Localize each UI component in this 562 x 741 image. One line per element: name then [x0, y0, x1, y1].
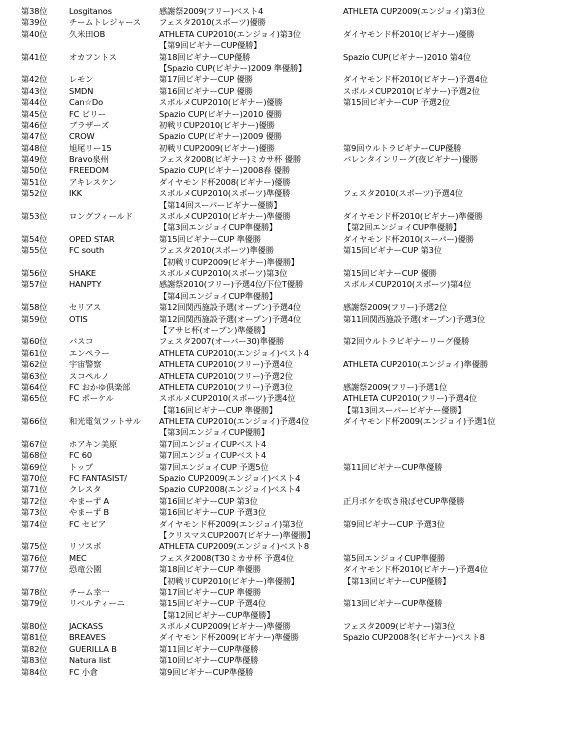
rank-label: 第50位	[21, 165, 48, 176]
ranking-row	[0, 268, 562, 279]
result-primary: Spazio CUP2009(エンジョイ)ベスト4	[159, 473, 301, 484]
result-primary: 第7回エンジョイCUPベスト4	[159, 438, 267, 449]
result-secondary: ダイヤモンド杯2010(ビギナー)準優勝	[343, 211, 483, 222]
result-primary: スボルメCUP2009(ビギナー)準優勝	[159, 621, 291, 632]
rank-label: 第67位	[21, 438, 48, 449]
result-secondary: ATHLETA CUP2010(エンジョイ)準優勝	[343, 359, 488, 370]
result-primary: フェスタ2007(オーバー30)準優勝	[159, 336, 284, 347]
result-primary: 第12回関西施設予選(オープン)予選4位	[159, 302, 302, 313]
ranking-row	[0, 165, 562, 176]
team-name: BREAVES	[69, 632, 106, 643]
rank-label: 第66位	[21, 416, 48, 427]
result-primary: 初戦リCUP2010(ビギナー)優勝	[159, 119, 275, 130]
ranking-row	[0, 507, 562, 518]
ranking-row	[0, 541, 562, 552]
team-name: OPED STAR	[69, 233, 115, 244]
result-primary: ダイヤモンド杯2009(ビギナー)準優勝	[159, 632, 299, 643]
rank-label: 第55位	[21, 245, 48, 256]
team-name: FC south	[69, 245, 105, 256]
team-name: HANPTY	[69, 279, 102, 290]
result-secondary: 【第13回スーパービギナー優勝】	[343, 404, 466, 415]
rank-label: 第74位	[21, 518, 48, 529]
result-primary: ATHLETA CUP2010(フリー)予選2位	[159, 370, 293, 381]
team-name: レモン	[69, 74, 94, 85]
result-primary: 【第3回エンジョイCUP準優勝】	[159, 222, 278, 233]
result-secondary: 第11回関西施設予選(オープン)予選3位	[343, 313, 486, 324]
ranking-row	[0, 177, 562, 188]
team-name: ホアキン美原	[69, 438, 118, 449]
result-secondary: 感謝祭2009(フリー)予選1位	[343, 381, 448, 392]
rank-label: 第65位	[21, 393, 48, 404]
rank-label: 第61位	[21, 347, 48, 358]
ranking-row	[0, 222, 562, 233]
ranking-row	[0, 74, 562, 85]
ranking-row	[0, 188, 562, 199]
team-name: リベルティーニ	[69, 598, 125, 609]
result-primary: 第9回ビギナーCUP準優勝	[159, 666, 254, 677]
team-name: GUERILLA B	[69, 643, 117, 654]
ranking-row	[0, 348, 562, 359]
rank-label: 第72位	[21, 495, 48, 506]
result-primary: 第10回ビギナーCUP準優勝	[159, 655, 259, 666]
ranking-row	[0, 200, 562, 211]
rank-label: 第38位	[21, 6, 48, 16]
result-secondary: Spazio CUP2008冬(ビギナー)ベスト8	[343, 632, 485, 643]
rank-label: 第75位	[21, 541, 48, 552]
result-primary: ATHLETA CUP2010(エンジョイ)第3位	[159, 28, 301, 39]
team-name: MEC	[69, 552, 87, 563]
result-secondary: ATHLETA CUP2009(エンジョイ)第3位	[343, 6, 485, 16]
rank-label: 第56位	[21, 267, 48, 278]
rank-label: 第40位	[21, 28, 48, 39]
ranking-row	[0, 371, 562, 382]
ranking-row	[0, 336, 562, 347]
ranking-row	[0, 279, 562, 290]
rank-label: 第47位	[21, 131, 48, 142]
result-primary: 第12回関西施設予選(オープン)予選4位	[159, 313, 302, 324]
result-primary: 【第9回ビギナーCUP優勝】	[159, 40, 262, 51]
ranking-row	[0, 416, 562, 427]
result-secondary: 【第13回ビギナーCUP優勝】	[343, 575, 451, 586]
team-name: CROW	[69, 131, 95, 142]
team-name: スコペルノ	[69, 370, 110, 381]
ranking-row	[0, 234, 562, 245]
ranking-row	[0, 131, 562, 142]
result-secondary: 第5回エンジョイCUP準優勝	[343, 552, 445, 563]
result-secondary: 第13回ビギナーCUP準優勝	[343, 598, 443, 609]
result-primary: 【アサヒ杯(オープン)準優勝】	[159, 324, 270, 335]
team-name: 久米田OB	[69, 28, 106, 39]
result-primary: スボルメCUP2010(スポーツ)予選4位	[159, 393, 296, 404]
ranking-row	[0, 405, 562, 416]
ranking-row	[0, 29, 562, 40]
rank-label: 第59位	[21, 313, 48, 324]
result-primary: 感謝祭2009(フリー)ベスト4	[159, 6, 264, 16]
team-name: 和光電気フットサル	[69, 416, 141, 427]
ranking-row	[0, 17, 562, 28]
result-primary: 【クリスマスCUP2007(ビギナー)準優勝】	[159, 529, 315, 540]
rank-label: 第80位	[21, 621, 48, 632]
result-secondary: ダイヤモンド杯2010(ビギナー)予選4位	[343, 564, 488, 575]
ranking-row	[0, 325, 562, 336]
result-primary: ダイヤモンド杯2008(ビギナー)優勝	[159, 176, 291, 187]
team-name: OTIS	[69, 313, 88, 324]
team-name: 宇宙警察	[69, 359, 102, 370]
team-name: ブラザーズ	[69, 119, 110, 130]
result-secondary: フェスタ2010(スポーツ)予選4位	[343, 188, 463, 199]
result-primary: 【Spazio CUP(ビギナー)2009 準優勝】	[159, 62, 307, 73]
result-primary: 感謝祭2010(フリー)予選4位/下位T優勝	[159, 279, 304, 290]
team-name: IKK	[69, 188, 82, 199]
result-secondary: バレンタインリーグ(夜ビギナー)優勝	[343, 154, 478, 165]
team-name: 恐竜公園	[69, 564, 102, 575]
result-primary: 第17回ビギナーCUP 準優勝	[159, 586, 261, 597]
result-secondary: Spazio CUP(ビギナー)2010 第4位	[343, 51, 472, 62]
result-primary: 【初戦リCUP2010(ビギナー)準優勝】	[159, 575, 300, 586]
rank-label: 第42位	[21, 74, 48, 85]
rank-label: 第71位	[21, 484, 48, 495]
ranking-row	[0, 245, 562, 256]
ranking-row	[0, 109, 562, 120]
team-name: Can☆Do	[69, 97, 103, 108]
ranking-row	[0, 530, 562, 541]
result-primary: Spazio CUP(ビギナー)2008春 優勝	[159, 165, 290, 176]
result-secondary: 正月ボケを吹き飛ばせCUP準優勝	[343, 495, 465, 506]
result-primary: 【第3回エンジョイCUP優勝】	[159, 427, 270, 438]
result-secondary: 【第2回エンジョイCUP準優勝】	[343, 222, 462, 233]
result-primary: スボルメCUP2010(スポーツ)準優勝	[159, 188, 291, 199]
rank-label: 第52位	[21, 188, 48, 199]
rank-label: 第60位	[21, 336, 48, 347]
result-primary: 第18回ビギナーCUP 準優勝	[159, 564, 261, 575]
ranking-row	[0, 427, 562, 438]
team-name: オカフントス	[69, 51, 117, 62]
result-secondary: 感謝祭2009(フリー)予選2位	[343, 302, 448, 313]
result-primary: ATHLETA CUP2010(エンジョイ)予選4位	[159, 416, 310, 427]
ranking-row	[0, 86, 562, 97]
rank-label: 第84位	[21, 666, 48, 677]
result-secondary: ダイヤモンド杯2009(エンジョイ)予選1位	[343, 416, 496, 427]
result-secondary: スボルメCUP2010(ビギナー)予選2位	[343, 85, 480, 96]
result-primary: 第17回ビギナーCUP 優勝	[159, 74, 253, 85]
result-secondary: 第15回ビギナーCUP 第3位	[343, 245, 442, 256]
rank-label: 第68位	[21, 450, 48, 461]
result-primary: 第11回ビギナーCUP準優勝	[159, 643, 259, 654]
ranking-row	[0, 632, 562, 643]
rank-label: 第62位	[21, 359, 48, 370]
result-primary: ダイヤモンド杯2009(エンジョイ)第3位	[159, 518, 304, 529]
team-name: チームトレジャース	[69, 17, 142, 28]
result-secondary: 第11回ビギナーCUP準優勝	[343, 461, 443, 472]
team-name: アキレスケン	[69, 176, 117, 187]
team-name: FC おかゆ倶楽部	[69, 381, 131, 392]
result-primary: フェスタ2008(ビギナー)ミカサ杯 優勝	[159, 154, 301, 165]
team-name: FC ビリー	[69, 108, 106, 119]
result-secondary: ダイヤモンド杯2010(ビギナー)予選4位	[343, 74, 488, 85]
rank-label: 第81位	[21, 632, 48, 643]
team-name: Losgitanos	[69, 6, 112, 16]
rank-label: 第63位	[21, 370, 48, 381]
rank-label: 第83位	[21, 655, 48, 666]
rank-label: 第44位	[21, 97, 48, 108]
team-name: Bravo泉州	[69, 154, 109, 165]
rank-label: 第70位	[21, 473, 48, 484]
team-name: FC 60	[69, 450, 92, 461]
ranking-row	[0, 143, 562, 154]
ranking-row	[0, 97, 562, 108]
rank-label: 第39位	[21, 17, 48, 28]
rank-label: 第49位	[21, 154, 48, 165]
result-primary: フェスタ2008(T30ミカサ杯 予選4位	[159, 552, 294, 563]
ranking-row	[0, 257, 562, 268]
result-secondary: フェスタ2009(ビギナー)第3位	[343, 621, 456, 632]
team-name: トップ	[69, 461, 94, 472]
ranking-row	[0, 519, 562, 530]
rank-label: 第79位	[21, 598, 48, 609]
team-name: Natura list	[69, 655, 111, 666]
result-primary: ATHLETA CUP2010(エンジョイ)ベスト4	[159, 347, 310, 358]
result-primary: 【第12回ビギナーCUP準優勝】	[159, 609, 275, 620]
rank-label: 第45位	[21, 108, 48, 119]
rank-label: 第69位	[21, 461, 48, 472]
rank-label: 第82位	[21, 643, 48, 654]
rank-label: 第57位	[21, 279, 48, 290]
team-name: FC セピア	[69, 518, 106, 529]
rank-label: 第78位	[21, 586, 48, 597]
ranking-row	[0, 462, 562, 473]
team-name: 旭尾リー15	[69, 142, 112, 153]
ranking-row	[0, 484, 562, 495]
team-name: エンペラー	[69, 347, 110, 358]
ranking-row	[0, 314, 562, 325]
rank-label: 第46位	[21, 119, 48, 130]
team-name: FC 小倉	[69, 666, 98, 677]
result-primary: 第15回ビギナーCUP 予選4位	[159, 598, 266, 609]
result-primary: 第7回エンジョイCUP 予選5位	[159, 461, 269, 472]
rank-label: 第58位	[21, 302, 48, 313]
rank-label: 第54位	[21, 233, 48, 244]
result-primary: ATHLETA CUP2010(フリー)予選4位	[159, 359, 293, 370]
result-primary: フェスタ2010(スポーツ)準優勝	[159, 245, 274, 256]
ranking-row	[0, 211, 562, 222]
ranking-row	[0, 610, 562, 621]
team-name: ロングフィールド	[69, 211, 133, 222]
ranking-row	[0, 120, 562, 131]
result-secondary: ATHLETA CUP2010(フリー)予選4位	[343, 393, 477, 404]
team-name: バスコ	[69, 336, 94, 347]
result-primary: Spazio CUP2008(エンジョイ)ベスト4	[159, 484, 301, 495]
rank-label: 第77位	[21, 564, 48, 575]
result-primary: 第16回ビギナーCUP 予選3位	[159, 507, 266, 518]
result-secondary: 第15回ビギナーCUP 優勝	[343, 267, 437, 278]
ranking-row	[0, 655, 562, 666]
team-name: SMDN	[69, 85, 94, 96]
result-secondary: 第9回ウルトラビギナーCUP優勝	[343, 142, 462, 153]
team-name: JACKASS	[69, 621, 103, 632]
team-name: やまーず B	[69, 507, 109, 518]
ranking-row	[0, 553, 562, 564]
ranking-row	[0, 359, 562, 370]
ranking-row	[0, 302, 562, 313]
result-secondary: 第2回ウルトラビギナーリーグ優勝	[343, 336, 470, 347]
ranking-document	[0, 6, 562, 678]
ranking-row	[0, 6, 562, 17]
rank-label: 第73位	[21, 507, 48, 518]
team-name: やまーず A	[69, 495, 109, 506]
result-primary: 第16回ビギナーCUP 優勝	[159, 85, 253, 96]
result-primary: 第18回ビギナーCUP優勝	[159, 51, 251, 62]
ranking-row	[0, 644, 562, 655]
result-primary: 【第4回エンジョイCUP準優勝】	[159, 290, 278, 301]
result-primary: ATHLETA CUP2009(エンジョイ)ベスト8	[159, 541, 310, 552]
ranking-row	[0, 576, 562, 587]
rank-label: 第76位	[21, 552, 48, 563]
ranking-row	[0, 667, 562, 678]
result-secondary: 第15回ビギナーCUP 予選2位	[343, 97, 450, 108]
result-secondary: スボルメCUP2010(スポーツ)第4位	[343, 279, 472, 290]
rank-label: 第51位	[21, 176, 48, 187]
result-primary: スボルメCUP2010(ビギナー)優勝	[159, 97, 283, 108]
ranking-row	[0, 473, 562, 484]
result-primary: Spazio CUP(ビギナー)2009 優勝	[159, 131, 282, 142]
result-primary: Spazio CUP(ビギナー)2010 優勝	[159, 108, 282, 119]
rank-label: 第53位	[21, 211, 48, 222]
rank-label: 第48位	[21, 142, 48, 153]
result-primary: 初戦リCUP2009(ビギナー)優勝	[159, 142, 275, 153]
ranking-row	[0, 564, 562, 575]
result-primary: フェスタ2010(スポーツ)優勝	[159, 17, 266, 28]
result-secondary: 第9回ビギナーCUP 予選3位	[343, 518, 445, 529]
ranking-row	[0, 393, 562, 404]
ranking-row	[0, 496, 562, 507]
team-name: セリアス	[69, 302, 102, 313]
ranking-row	[0, 439, 562, 450]
result-primary: スボルメCUP2010(スポーツ)第3位	[159, 267, 288, 278]
team-name: FC FANTASIST/	[69, 473, 127, 484]
result-primary: ATHLETA CUP2010(フリー)予選3位	[159, 381, 293, 392]
ranking-row	[0, 587, 562, 598]
rank-label: 第41位	[21, 51, 48, 62]
team-name: SHAKE	[69, 267, 96, 278]
rank-label: 第64位	[21, 381, 48, 392]
ranking-row	[0, 450, 562, 461]
team-name: クレスタ	[69, 484, 102, 495]
ranking-row	[0, 291, 562, 302]
ranking-row	[0, 154, 562, 165]
result-primary: 【第14回スーパービギナー優勝】	[159, 199, 282, 210]
rank-label: 第43位	[21, 85, 48, 96]
result-secondary: ダイヤモンド杯2010(ビギナー)優勝	[343, 28, 475, 39]
team-name: リソスポ	[69, 541, 102, 552]
result-primary: 第16回ビギナーCUP 第3位	[159, 495, 258, 506]
result-primary: 第7回エンジョイCUPベスト4	[159, 450, 267, 461]
ranking-row	[0, 598, 562, 609]
ranking-row	[0, 382, 562, 393]
result-primary: 【初戦リCUP2009(ビギナー)準優勝】	[159, 256, 300, 267]
result-primary: スボルメCUP2010(ビギナー)準優勝	[159, 211, 291, 222]
result-primary: 第15回ビギナーCUP 準優勝	[159, 233, 261, 244]
ranking-row	[0, 52, 562, 63]
ranking-row	[0, 63, 562, 74]
ranking-row	[0, 40, 562, 51]
team-name: チーム幸一	[69, 586, 110, 597]
team-name: FREEDOM	[69, 165, 109, 176]
team-name: FC ポーケル	[69, 393, 114, 404]
result-secondary: ダイヤモンド杯2010(スーパー)優勝	[343, 233, 474, 244]
ranking-row	[0, 621, 562, 632]
result-primary: 【第16回ビギナーCUP 準優勝】	[159, 404, 278, 415]
